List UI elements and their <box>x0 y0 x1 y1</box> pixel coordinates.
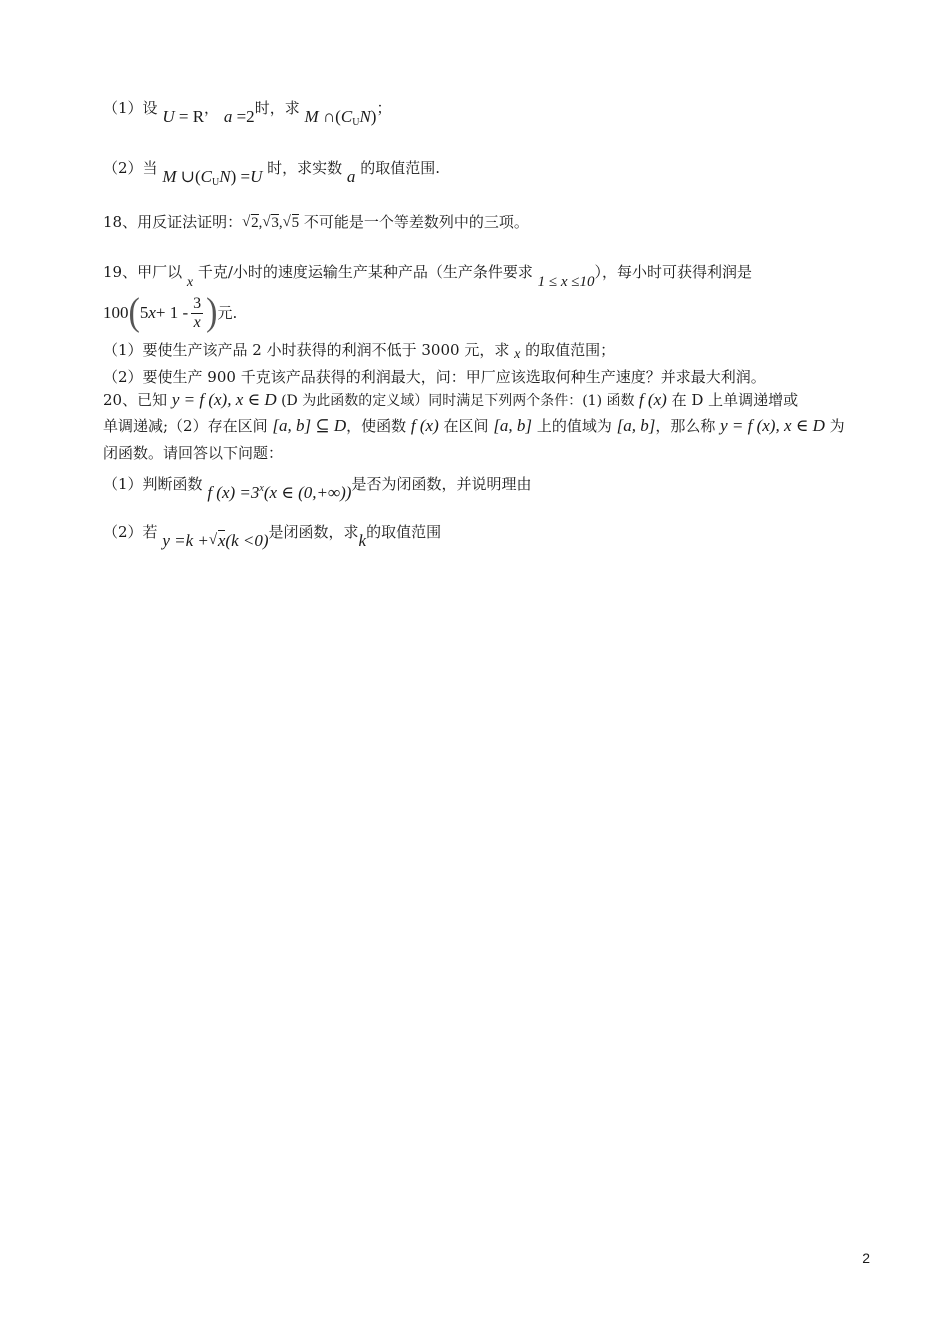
sqrt-3: √ 3 <box>262 213 279 233</box>
q20-part1: （1）判断函数 f $(x) =3^x(x$ ∈ (0,+∞))是否为闭函数，并说明理由 <box>103 475 532 502</box>
q18: 18、用反证法证明：√ 2,√ 3,√ 5 不可能是一个等差数列中的三项。 <box>103 212 529 233</box>
sqrt-x: √ x <box>209 531 226 551</box>
sqrt-2: √ 2 <box>242 213 259 233</box>
fraction-3-over-x: $\frac{3}{x}$ <box>193 294 202 331</box>
q20-line2: 单调递减;（2）存在区间 [a, b] ⊆ D，使函数 f (x) 在区间 [a, b] 上的值域为 [a, b]，那么称 y = f (x), x ∈ D 为 <box>103 416 845 435</box>
q17-part2: （2）当 M $\cup(C_UN) =U$ 时，求实数 a 的取值范围. <box>103 159 440 188</box>
sqrt-5: √ 5 <box>283 213 300 233</box>
q20-line1: 20、已知 y = f (x), x ∈ D (D 为此函数的定义域）同时满足下列两个条件：(1) 函数 f (x) 在 D 上单调递增或 <box>103 390 799 409</box>
q19-part2: （2）要使生产 900 千克该产品获得的利润最大，问：甲厂应该选取何种生产速度？并求最大利润。 <box>103 368 766 386</box>
q19-line2: 100 ( 5 x + 1 - $\frac{3}{x}$ ) 元. <box>103 291 238 334</box>
page-number: 2 <box>862 1250 870 1266</box>
q17-part1: （1）设 U = R， a =2时，求 M $\cap(C_UN)$； <box>103 99 392 128</box>
q19-line1: 19、甲厂以 x 千克/小时的速度运输生产某种产品（生产条件要求 1 ≤ x ≤10），每小时可获得利润是 <box>103 263 753 290</box>
q20-line3: 闭函数。请回答以下问题： <box>103 444 284 462</box>
q19-part1: （1）要使生产该产品 2 小时获得的利润不低于 3000 元，求 x 的取值范围； <box>103 341 616 362</box>
q20-part2: （2）若 y =k +√ x(k <0)是闭函数，求k的取值范围 <box>103 522 441 542</box>
